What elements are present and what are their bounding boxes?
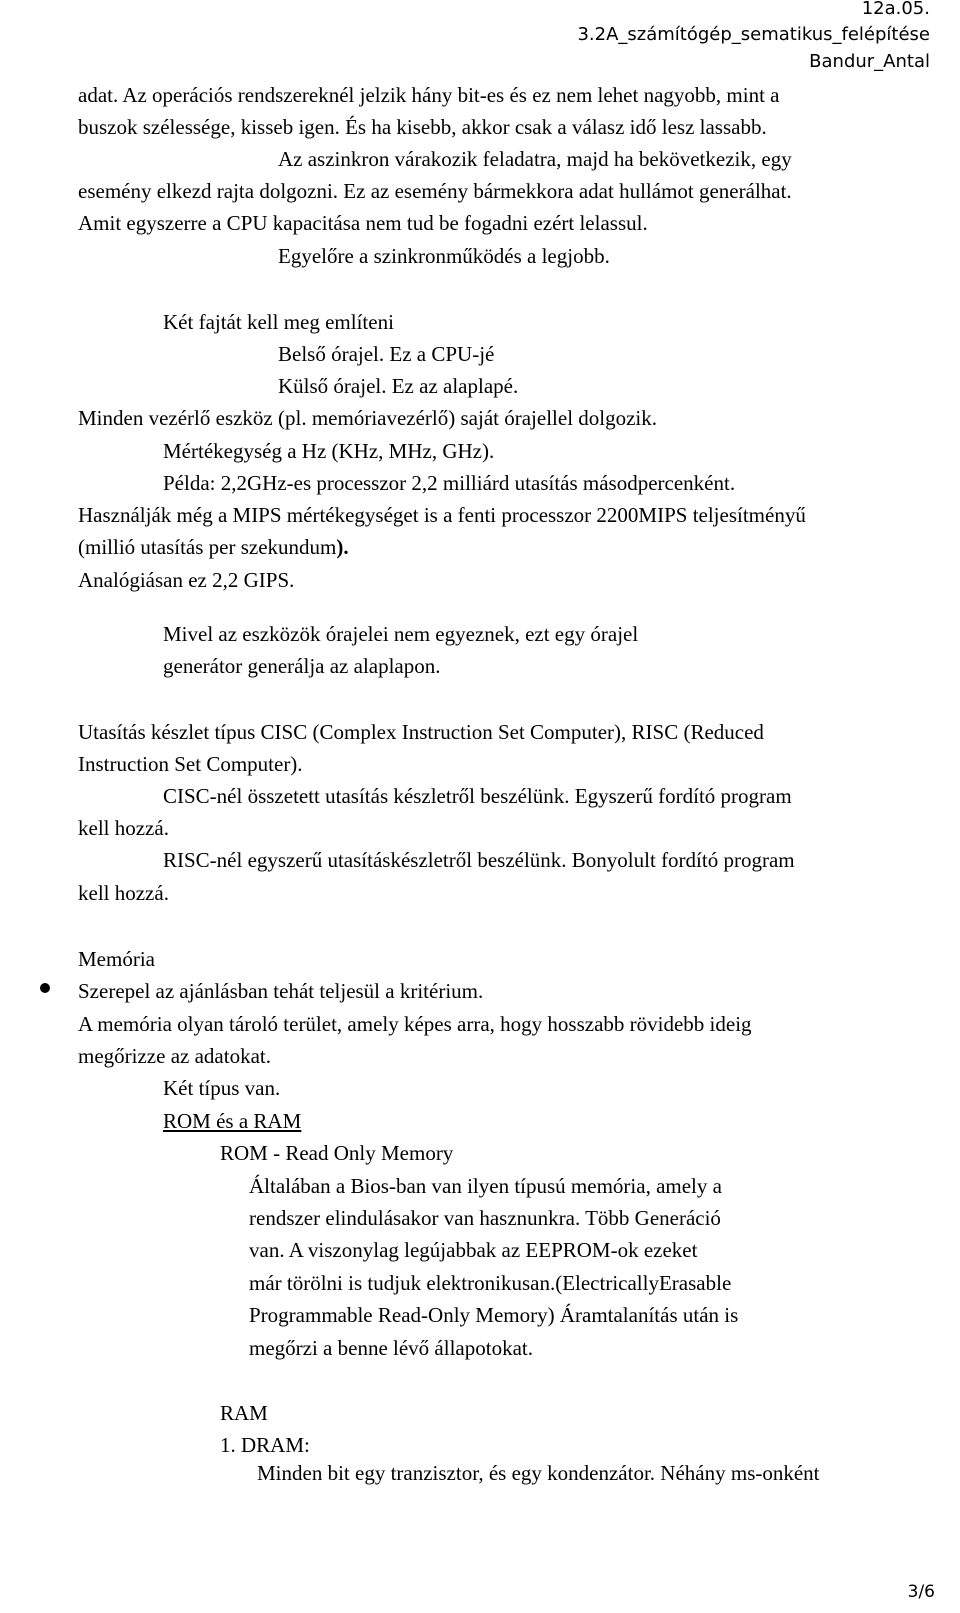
line-14-bold: ). <box>336 535 349 559</box>
line-13: Használják még a MIPS mértékegységet is a fenti processzor 2200MIPS teljesítményű <box>78 503 806 527</box>
line-33: van. A viszonylag legújabbak az EEPROM-ok ezeket <box>249 1238 698 1262</box>
line-23: kell hozzá. <box>78 881 169 905</box>
line-26: A memória olyan tároló terület, amely képes arra, hogy hosszabb rövidebb ideig <box>78 1012 752 1036</box>
bullet-icon <box>40 983 50 993</box>
line-17: generátor generálja az alaplapon. <box>163 654 441 678</box>
line-38: 1. DRAM: <box>220 1433 310 1457</box>
line-36: megőrzi a benne lévő állapotokat. <box>249 1336 533 1360</box>
line-4: esemény elkezd rajta dolgozni. Ez az esemény bármekkora adat hullámot generálhat. <box>78 179 792 203</box>
line-29: ROM és a RAM <box>163 1109 302 1133</box>
section-memoria: Memória <box>78 947 155 971</box>
line-32: rendszer elindulásakor van hasznunkra. Több Generáció <box>249 1206 721 1230</box>
line-34: már törölni is tudjuk elektronikusan.(ElectricallyErasable <box>249 1271 732 1295</box>
line-14 <box>78 537 349 558</box>
line-39: Minden bit egy tranzisztor, és egy kondenzátor. Néhány ms-onként <box>257 1461 820 1485</box>
line-37: RAM <box>220 1401 268 1425</box>
line-19: Instruction Set Computer). <box>78 752 303 776</box>
line-22: RISC-nél egyszerű utasításkészletről beszélünk. Bonyolult fordító program <box>163 848 795 872</box>
line-20: CISC-nél összetett utasítás készletről beszélünk. Egyszerű fordító program <box>163 784 792 808</box>
line-14-text: (millió utasítás per szekundum <box>78 535 337 559</box>
line-1: adat. Az operációs rendszereknél jelzik hány bit-es és ez nem lehet nagyobb, mint a <box>78 83 780 107</box>
line-9: Külső órajel. Ez az alaplapé. <box>278 374 519 398</box>
line-16: Mivel az eszközök órajelei nem egyeznek, ezt egy órajel <box>163 622 639 646</box>
line-35: Programmable Read-Only Memory) Áramtalanítás után is <box>249 1303 739 1327</box>
header-code: 12a.05. <box>861 0 930 19</box>
line-31: Általában a Bios-ban van ilyen típusú memória, amely a <box>249 1174 722 1198</box>
line-2: buszok szélessége, kisseb igen. És ha kisebb, akkor csak a válasz idő lesz lassabb. <box>78 115 767 139</box>
line-28: Két típus van. <box>163 1076 281 1100</box>
line-12: Példa: 2,2GHz-es processzor 2,2 milliárd utasítás másodpercenként. <box>163 471 736 495</box>
page-number: 3/6 <box>907 1582 935 1602</box>
header-author: Bandur_Antal <box>809 51 930 72</box>
line-11: Mértékegység a Hz (KHz, MHz, GHz). <box>163 439 495 463</box>
line-3: Az aszinkron várakozik feladatra, majd ha bekövetkezik, egy <box>278 147 792 171</box>
line-6: Egyelőre a szinkronműködés a legjobb. <box>278 244 610 268</box>
line-5: Amit egyszerre a CPU kapacitása nem tud be fogadni ezért lelassul. <box>78 211 648 235</box>
line-10: Minden vezérlő eszköz (pl. memóriavezérlő) saját órajellel dolgozik. <box>78 406 658 430</box>
line-18: Utasítás készlet típus CISC (Complex Instruction Set Computer), RISC (Reduced <box>78 720 764 744</box>
line-21: kell hozzá. <box>78 816 169 840</box>
line-15: Analógiásan ez 2,2 GIPS. <box>78 568 295 592</box>
header-title: 3.2A_számítógép_sematikus_felépítése <box>577 24 930 45</box>
line-30: ROM - Read Only Memory <box>220 1141 454 1165</box>
line-25: Szerepel az ajánlásban tehát teljesül a kritérium. <box>78 979 484 1003</box>
line-7: Két fajtát kell meg említeni <box>163 310 394 334</box>
line-27: megőrizze az adatokat. <box>78 1044 271 1068</box>
line-8: Belső órajel. Ez a CPU-jé <box>278 342 495 366</box>
